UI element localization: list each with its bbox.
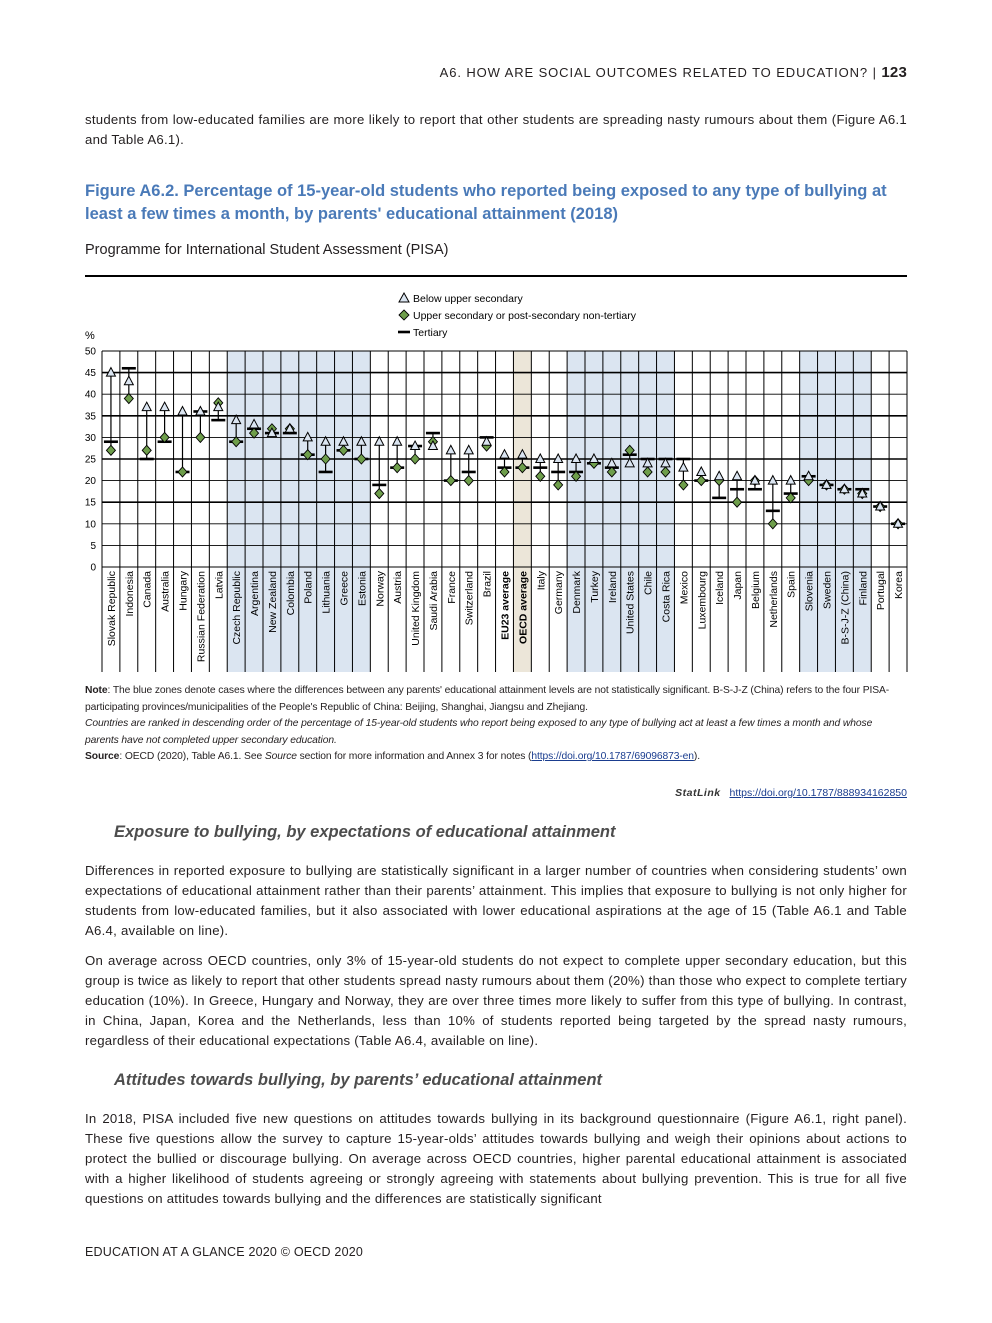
x-label-estonia: Estonia: [356, 571, 369, 607]
tertiary-mark-mexico: [676, 458, 690, 461]
x-label-spain: Spain: [785, 571, 798, 598]
upper-mark-japan: [733, 497, 742, 507]
y-tick-35: 35: [84, 411, 96, 423]
x-label-australia: Australia: [159, 571, 172, 612]
legend-bar-marker: [398, 331, 410, 334]
running-title: A6. HOW ARE SOCIAL OUTCOMES RELATED TO EDUCATION?: [439, 65, 869, 80]
zone-lithuania: [317, 351, 335, 672]
note-label: Note: [85, 685, 108, 696]
zone-poland: [299, 351, 317, 672]
intro-paragraph: students from low-educated families are more likely to report that other students are spreading nasty rumours about them (Figure A6.1 and Table A6.1).: [85, 112, 907, 147]
x-label-switzerland: Switzerland: [463, 571, 476, 626]
x-label-brazil: Brazil: [481, 571, 494, 598]
figure-note: [85, 683, 907, 766]
below-mark-mexico: [679, 463, 688, 472]
upper-mark-france: [446, 476, 455, 486]
zone-greece: [335, 351, 353, 672]
x-label-indonesia: Indonesia: [123, 571, 136, 617]
x-label-sweden: Sweden: [821, 571, 834, 609]
y-tick-10: 10: [84, 519, 96, 531]
x-label-mexico: Mexico: [678, 571, 691, 605]
x-label-new-zealand: New Zealand: [266, 571, 279, 633]
x-label-saudi-arabia: Saudi Arabia: [427, 571, 440, 631]
upper-mark-italy: [536, 471, 545, 481]
x-label-italy: Italy: [535, 571, 548, 591]
page-footer: EDUCATION AT A GLANCE 2020 © OECD 2020: [85, 1245, 364, 1259]
below-mark-japan: [733, 471, 742, 480]
legend-triangle-marker: [399, 293, 409, 302]
source-text-1: : OECD (2020), Table A6.1. See: [119, 751, 265, 762]
tertiary-mark-italy: [533, 466, 547, 469]
tertiary-mark-norway: [372, 484, 386, 487]
below-mark-luxembourg: [697, 467, 706, 476]
x-label-luxembourg: Luxembourg: [696, 571, 709, 630]
x-label-denmark: Denmark: [571, 571, 584, 614]
source-link[interactable]: https://doi.org/10.1787/69096873-en: [531, 751, 694, 762]
section1-paragraph-1: Differences in reported exposure to bullying are statistically significant in a larger number of countries when considering students’ own expectations of educational attainment rather than their parents’ attainment. This implies that exposure to bullying is not only higher for students from low-educated families, but it also associated with lower educational aspirations at the age of 15 (Table A6.1 and Table A6.4, available on line).: [85, 863, 907, 938]
y-axis-label: %: [85, 330, 95, 342]
upper-mark-canada: [142, 445, 151, 455]
below-mark-austria: [393, 437, 402, 446]
y-tick-15: 15: [84, 497, 96, 509]
upper-mark-russian-federation: [196, 432, 205, 442]
tertiary-mark-indonesia: [122, 367, 136, 370]
y-tick-40: 40: [84, 389, 96, 401]
upper-mark-switzerland: [464, 476, 473, 486]
upper-mark-slovak-republic: [106, 445, 115, 455]
below-mark-eu23-average: [500, 450, 509, 459]
x-label-united-states: United States: [624, 571, 637, 635]
tertiary-mark-japan: [730, 488, 744, 491]
x-label-latvia: Latvia: [213, 571, 226, 600]
x-label-france: France: [445, 571, 458, 604]
tertiary-mark-netherlands: [766, 510, 780, 513]
y-tick-50: 50: [84, 346, 96, 358]
tertiary-mark-belgium: [748, 488, 762, 491]
header-separator: |: [872, 65, 877, 80]
x-label-costa-rica: Costa Rica: [660, 571, 673, 623]
zone-slovenia: [800, 351, 818, 672]
section1-paragraph-2: On average across OECD countries, only 3% of 15-year-old students do not expect to complete upper secondary education, but this group is twice as likely to report that other students spread nasty rumours about them (20%) than those who expect to complete tertiary education (10%). In Greece, Hungary and Norway, they are over three times more likely to suffer from this type of bullying. In contrast, in China, Japan, Korea and the Netherlands, less than 10% of students reported being targeted by the spread nasty rumours, regardless of their educational expectations (Table A6.4, available on line).: [85, 953, 907, 1048]
source-text-3: ).: [693, 751, 701, 762]
zone-estonia: [352, 351, 370, 672]
tertiary-mark-iceland: [712, 497, 726, 500]
tertiary-mark-slovak-republic: [104, 440, 118, 443]
y-tick-30: 30: [84, 432, 96, 444]
y-tick-0: 0: [90, 562, 96, 574]
tertiary-mark-saudi-arabia: [426, 432, 440, 435]
x-label-united-kingdom: United Kingdom: [410, 571, 423, 646]
tertiary-mark-lithuania: [319, 471, 333, 474]
tertiary-mark-canada: [140, 458, 154, 461]
source-label: Source: [85, 751, 120, 762]
zone-denmark: [567, 351, 585, 672]
below-mark-australia: [160, 402, 169, 411]
legend-label-below: Below upper secondary: [413, 293, 523, 305]
x-label-slovak-republic: Slovak Republic: [105, 571, 118, 647]
legend-label-tertiary: Tertiary: [413, 327, 448, 339]
y-tick-5: 5: [90, 540, 96, 552]
upper-mark-austria: [393, 463, 402, 473]
statlink-brand: StatLink: [675, 787, 721, 799]
zone-finland: [853, 351, 871, 672]
tertiary-mark-latvia: [211, 419, 225, 422]
upper-mark-norway: [375, 489, 384, 499]
x-label-russian-federation: Russian Federation: [195, 571, 208, 663]
source-text-2: section for more information and Annex 3 for notes (: [296, 751, 532, 762]
zone-argentina: [245, 351, 263, 672]
x-label-canada: Canada: [141, 571, 154, 608]
statlink-url[interactable]: https://doi.org/10.1787/888934162850: [729, 787, 907, 799]
zone-ireland: [603, 351, 621, 672]
below-mark-iceland: [715, 471, 724, 480]
below-mark-indonesia: [124, 376, 133, 385]
below-mark-switzerland: [464, 445, 473, 454]
figure-title: Figure A6.2. Percentage of 15-year-old students who reported being exposed to any type of bullying at least a few times a month, by parents' educational attainment (2018): [85, 182, 887, 223]
below-mark-france: [446, 445, 455, 454]
x-label-portugal: Portugal: [875, 571, 888, 611]
x-label-oecd-average: OECD average: [517, 571, 530, 644]
x-label-slovenia: Slovenia: [803, 571, 816, 612]
ranking-text: Countries are ranked in descending order of the percentage of 15-year-old students who report being exposed to any type of bullying act at least a few times a month and whose parents have not completed upper secondary education.: [85, 718, 873, 746]
upper-mark-hungary: [178, 467, 187, 477]
upper-mark-germany: [554, 480, 563, 490]
zone-turkey: [585, 351, 603, 672]
upper-mark-united-kingdom: [411, 454, 420, 464]
x-label-poland: Poland: [302, 571, 315, 604]
y-tick-20: 20: [84, 476, 96, 488]
x-label-colombia: Colombia: [284, 571, 297, 616]
zone-sweden: [818, 351, 836, 672]
x-label-korea: Korea: [893, 571, 906, 600]
zone-colombia: [281, 351, 299, 672]
below-mark-netherlands: [768, 476, 777, 485]
below-mark-canada: [142, 402, 151, 411]
x-label-eu23-average: EU23 average: [499, 571, 512, 640]
x-label-czech-republic: Czech Republic: [231, 571, 244, 645]
upper-mark-netherlands: [768, 519, 777, 529]
x-label-germany: Germany: [553, 571, 566, 615]
upper-mark-mexico: [679, 480, 688, 490]
note-text: : The blue zones denote cases where the differences between any parents' educational attainment levels are not statistically significant. B-S-J-Z (China) refers to the four PISA-participating provinces/municipalities of the People's Republic of China: Beijing, Shanghai, Jiangsu and Zhejiang.: [85, 685, 890, 713]
y-tick-25: 25: [84, 454, 96, 466]
y-tick-45: 45: [84, 368, 96, 380]
x-label-argentina: Argentina: [249, 571, 262, 616]
x-label-chile: Chile: [642, 571, 655, 595]
x-label-hungary: Hungary: [177, 571, 190, 611]
x-label-b-s-j-z-china: B-S-J-Z (China): [839, 571, 852, 645]
x-label-austria: Austria: [392, 571, 405, 604]
tertiary-mark-switzerland: [462, 471, 476, 474]
page-number: 123: [881, 64, 907, 81]
below-mark-norway: [375, 437, 384, 446]
figure-subtitle: Programme for International Student Assessment (PISA): [85, 242, 449, 258]
below-mark-hungary: [178, 406, 187, 415]
below-mark-spain: [786, 476, 795, 485]
statlink: [675, 787, 907, 799]
section-heading-expectations: Exposure to bullying, by expectations of educational attainment: [114, 823, 616, 841]
x-label-belgium: Belgium: [749, 571, 762, 609]
x-label-turkey: Turkey: [588, 571, 601, 603]
x-label-ireland: Ireland: [606, 571, 619, 604]
x-label-finland: Finland: [857, 571, 870, 606]
x-label-norway: Norway: [374, 571, 387, 607]
x-label-lithuania: Lithuania: [320, 571, 333, 614]
upper-mark-indonesia: [124, 394, 133, 404]
section2-paragraph-1: In 2018, PISA included five new questions on attitudes towards bullying in its background questionnaire (Figure A6.1, right panel). These five questions allow the survey to capture 15-year-olds’ attitudes towards bullying and weigh their opinions about actions to protect the bullied or discourage bullying. On average across OECD countries, higher parental educational attainment is associated with a higher likelihood of students agreeing or strongly agreeing with statements about bullying prevention. This is true for all five questions on attitudes towards bullying and the differences are statistically significant: [85, 1111, 907, 1206]
upper-mark-luxembourg: [697, 476, 706, 486]
zone-costa-rica: [657, 351, 675, 672]
x-label-iceland: Iceland: [714, 571, 727, 605]
zone-chile: [639, 351, 657, 672]
legend-label-upper: Upper secondary or post-secondary non-tertiary: [413, 310, 636, 322]
x-label-greece: Greece: [338, 571, 351, 606]
x-label-netherlands: Netherlands: [767, 571, 780, 628]
x-label-japan: Japan: [732, 571, 745, 600]
source-italic: Source: [264, 751, 297, 762]
tertiary-mark-germany: [551, 471, 565, 474]
section-heading-attitudes: Attitudes towards bullying, by parents’ educational attainment: [114, 1071, 603, 1089]
legend-diamond-marker: [399, 310, 409, 320]
